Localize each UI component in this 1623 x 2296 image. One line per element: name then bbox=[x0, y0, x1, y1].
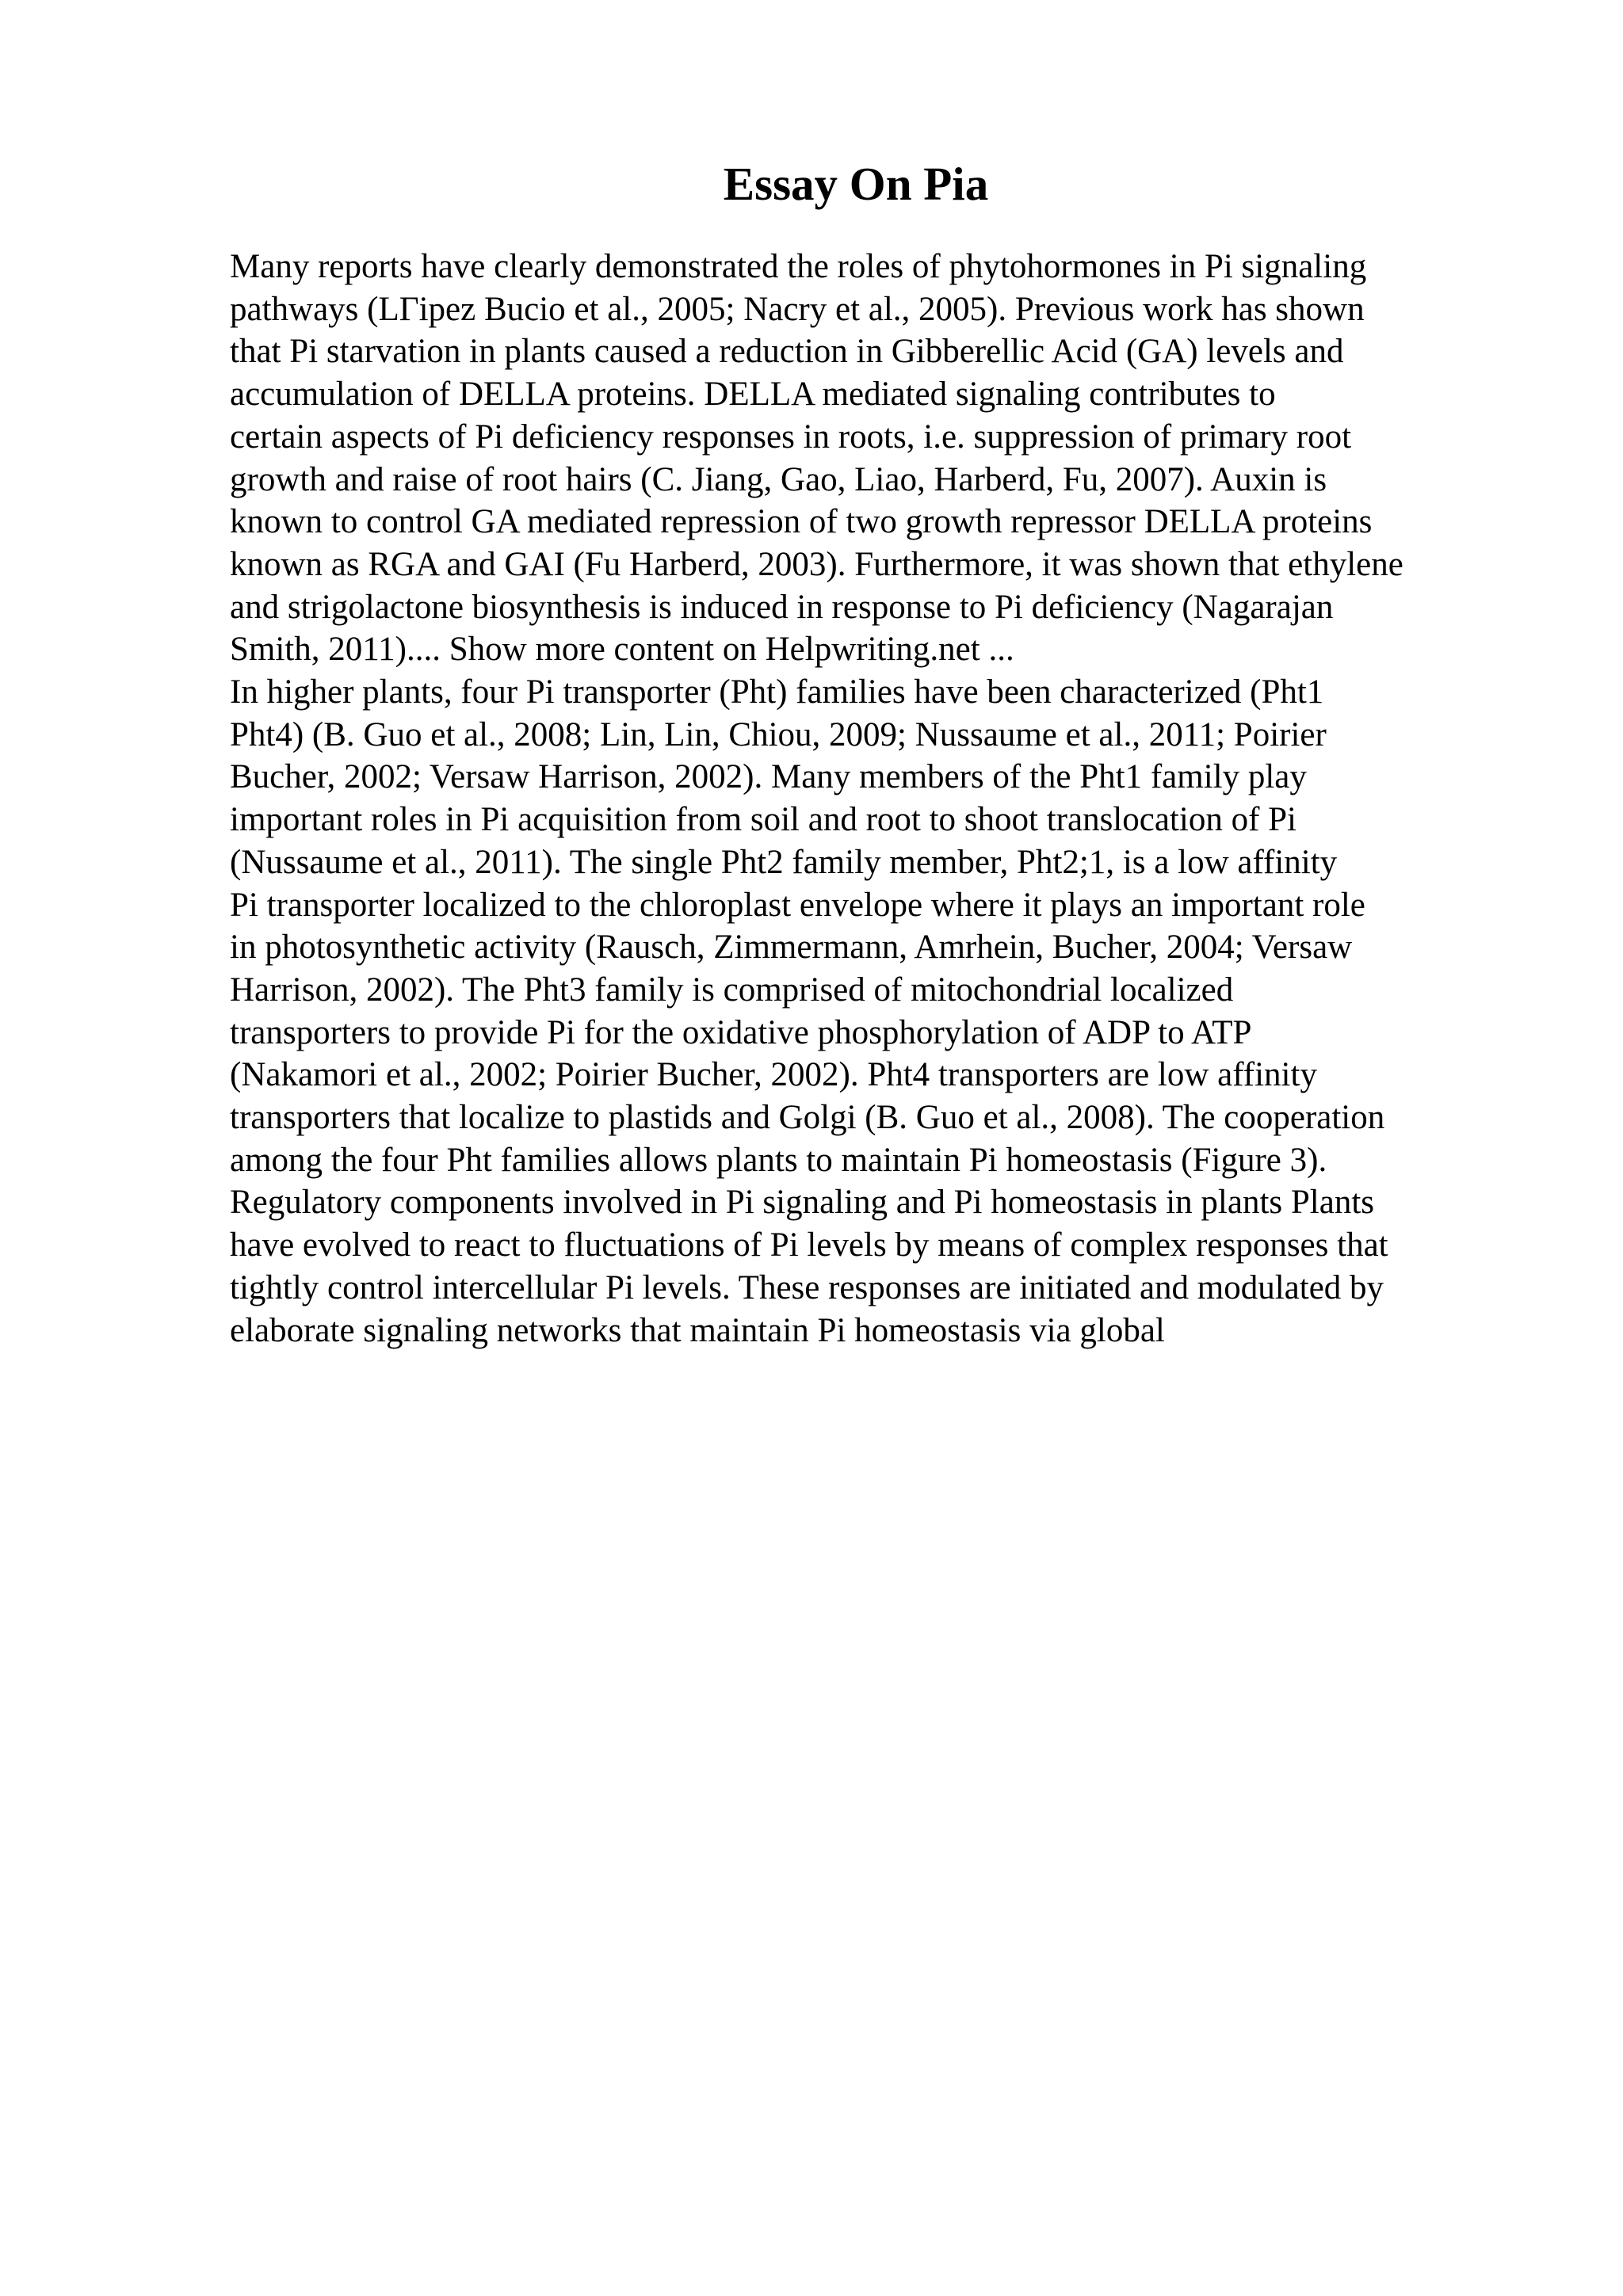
body-line: growth and raise of root hairs (C. Jiang, Gao, Liao, Harberd, Fu, 2007). Auxin is bbox=[230, 460, 1327, 498]
body-line: Pht4) (B. Guo et al., 2008; Lin, Lin, Chiou, 2009; Nussaume et al., 2011; Poirier bbox=[230, 715, 1327, 753]
body-line: known to control GA mediated repression of two growth repressor DELLA proteins bbox=[230, 503, 1373, 541]
document-body bbox=[230, 246, 1514, 1352]
body-line: (Nussaume et al., 2011). The single Pht2 family member, Pht2;1, is a low affinity bbox=[230, 843, 1338, 881]
body-line: and strigolactone biosynthesis is induced in response to Pi deficiency (Nagarajan bbox=[230, 588, 1334, 626]
body-line: elaborate signaling networks that maintain Pi homeostasis via global bbox=[230, 1311, 1165, 1349]
body-line: Pi transporter localized to the chloroplast envelope where it plays an important role bbox=[230, 886, 1365, 924]
body-line: Smith, 2011).... Show more content on Helpwriting.net ... bbox=[230, 631, 1014, 669]
document-title: Essay On Pia bbox=[723, 158, 989, 210]
body-line: In higher plants, four Pi transporter (Pht) families have been characterized (Pht1 bbox=[230, 673, 1324, 711]
body-line: Regulatory components involved in Pi signaling and Pi homeostasis in plants Plants bbox=[230, 1184, 1375, 1222]
body-line: accumulation of DELLA proteins. DELLA mediated signaling contributes to bbox=[230, 376, 1276, 414]
body-line: Harrison, 2002). The Pht3 family is comprised of mitochondrial localized bbox=[230, 971, 1234, 1009]
body-line: (Nakamori et al., 2002; Poirier Bucher, 2002). Pht4 transporters are low affinity bbox=[230, 1056, 1317, 1094]
body-line: transporters to provide Pi for the oxidative phosphorylation of ADP to ATP bbox=[230, 1013, 1252, 1051]
body-line: in photosynthetic activity (Rausch, Zimmermann, Amrhein, Bucher, 2004; Versaw bbox=[230, 929, 1353, 967]
body-line: pathways (LГipez Bucio et al., 2005; Nacry et al., 2005). Previous work has shown bbox=[230, 290, 1365, 328]
body-line: certain aspects of Pi deficiency responses in roots, i.e. suppression of primary root bbox=[230, 418, 1352, 456]
body-line: have evolved to react to fluctuations of Pi levels by means of complex responses that bbox=[230, 1226, 1388, 1264]
body-line: Bucher, 2002; Versaw Harrison, 2002). Many members of the Pht1 family play bbox=[230, 758, 1307, 796]
body-line: known as RGA and GAI (Fu Harberd, 2003). Furthermore, it was shown that ethylene bbox=[230, 545, 1403, 583]
body-line: among the four Pht families allows plants to maintain Pi homeostasis (Figure 3). bbox=[230, 1141, 1327, 1179]
body-line: important roles in Pi acquisition from soil and root to shoot translocation of Pi bbox=[230, 801, 1296, 839]
body-line: that Pi starvation in plants caused a reduction in Gibberellic Acid (GA) levels and bbox=[230, 333, 1344, 371]
body-line: transporters that localize to plastids and Golgi (B. Guo et al., 2008). The cooperation bbox=[230, 1099, 1385, 1137]
body-line: tightly control intercellular Pi levels. These responses are initiated and modulated by bbox=[230, 1268, 1384, 1306]
body-line: Many reports have clearly demonstrated the roles of phytohormones in Pi signaling bbox=[230, 248, 1367, 285]
